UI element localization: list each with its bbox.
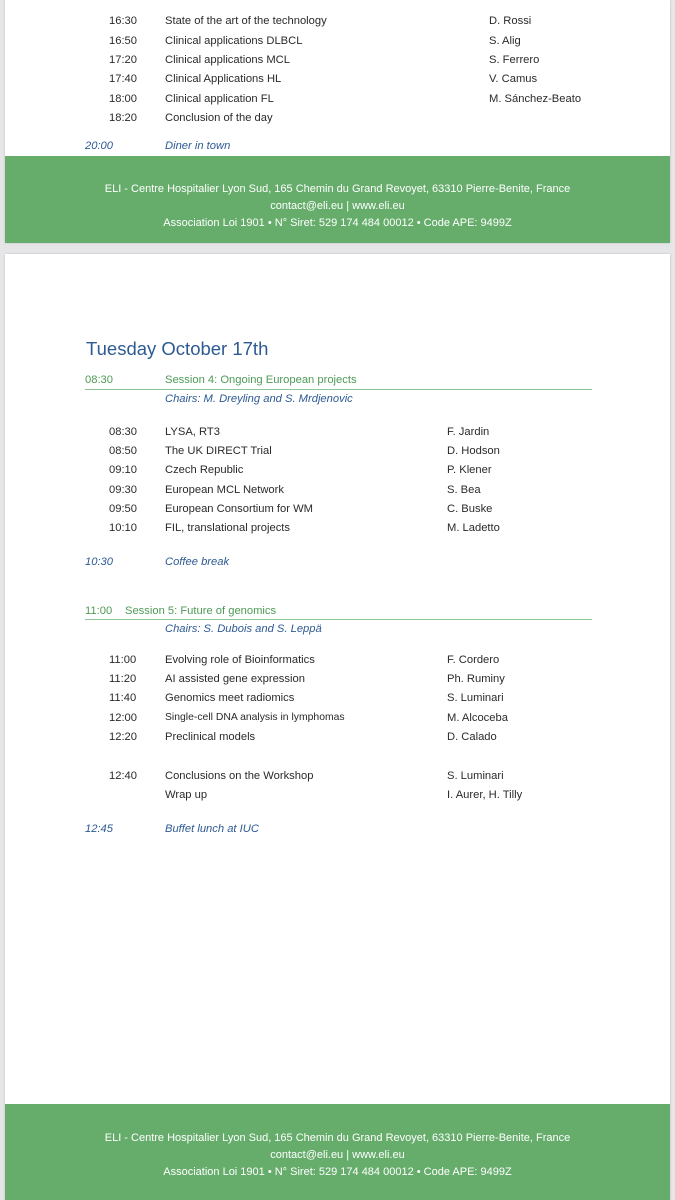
talk-title: European MCL Network: [165, 484, 284, 496]
session-time: 08:30: [85, 374, 113, 386]
footer-registration: Association Loi 1901 • N° Siret: 529 174 484 00012 • Code APE: 9499Z: [163, 1166, 512, 1178]
talk-title: LYSA, RT3: [165, 426, 220, 438]
page-footer: [5, 156, 670, 243]
session-title: Session 4: Ongoing European projects: [165, 374, 357, 386]
talk-title: Conclusions on the Workshop: [165, 770, 314, 782]
session-title: Session 5: Future of genomics: [125, 605, 277, 617]
talk-title: AI assisted gene expression: [165, 673, 305, 685]
talk-speaker: S. Bea: [447, 484, 481, 496]
talk-time: 08:50: [109, 445, 137, 457]
talk-time: 11:20: [109, 673, 137, 685]
talk-speaker: D. Rossi: [489, 15, 532, 27]
talk-time: 17:20: [109, 54, 137, 66]
session-divider: [85, 389, 592, 390]
talk-time: 18:00: [109, 93, 137, 105]
session-chairs: Chairs: S. Dubois and S. Leppä: [165, 623, 322, 635]
talk-time: 17:40: [109, 73, 137, 85]
talk-speaker: Ph. Ruminy: [447, 673, 505, 685]
session-chairs: Chairs: M. Dreyling and S. Mrdjenovic: [165, 393, 353, 405]
talk-speaker: F. Cordero: [447, 654, 500, 666]
footer-address: ELI - Centre Hospitalier Lyon Sud, 165 Chemin du Grand Revoyet, 63310 Pierre-Benite, France: [104, 1132, 571, 1144]
talk-speaker: C. Buske: [447, 503, 493, 515]
session-time: 11:00: [85, 605, 113, 617]
talk-time: 11:00: [109, 654, 137, 666]
talk-speaker: S. Luminari: [447, 770, 504, 782]
talk-title: Single-cell DNA analysis in lymphomas: [165, 712, 345, 723]
talk-speaker: V. Camus: [489, 73, 538, 85]
talk-speaker: S. Alig: [489, 35, 521, 47]
break-label: Coffee break: [165, 556, 230, 568]
talk-speaker: D. Calado: [447, 731, 497, 743]
dinner-label: Diner in town: [165, 140, 231, 152]
day-title: Tuesday October 17th: [86, 338, 269, 359]
dinner-time: 20:00: [85, 140, 113, 152]
talk-title: Evolving role of Bioinformatics: [165, 654, 315, 666]
session-divider: [85, 619, 592, 620]
talk-title: Preclinical models: [165, 731, 256, 743]
page-footer: [5, 1104, 670, 1200]
lunch-label: Buffet lunch at IUC: [165, 823, 259, 835]
talk-speaker: M. Sánchez-Beato: [489, 93, 582, 105]
talk-title: European Consortium for WM: [165, 503, 313, 515]
talk-speaker: P. Klener: [447, 464, 492, 476]
talk-time: 09:50: [109, 503, 137, 515]
talk-title: Clinical Applications HL: [165, 73, 282, 85]
footer-address: ELI - Centre Hospitalier Lyon Sud, 165 Chemin du Grand Revoyet, 63310 Pierre-Benite, France: [104, 183, 571, 195]
talk-title: The UK DIRECT Trial: [165, 445, 272, 457]
talk-title: Clinical applications DLBCL: [165, 35, 303, 47]
talk-speaker: S. Luminari: [447, 692, 504, 704]
talk-time: 10:10: [109, 522, 137, 534]
talk-time: 16:50: [109, 35, 137, 47]
talk-title: Wrap up: [165, 789, 208, 801]
footer-contact: contact@eli.eu | www.eli.eu: [270, 200, 405, 212]
talk-time: 12:00: [109, 712, 137, 724]
talk-time: 11:40: [109, 692, 137, 704]
footer-registration: Association Loi 1901 • N° Siret: 529 174 484 00012 • Code APE: 9499Z: [163, 217, 512, 229]
talk-title: Conclusion of the day: [165, 112, 273, 124]
talk-speaker: M. Alcoceba: [447, 712, 508, 724]
talk-time: 18:20: [109, 112, 137, 124]
talk-title: Genomics meet radiomics: [165, 692, 295, 704]
talk-speaker: F. Jardin: [447, 426, 490, 438]
talk-speaker: I. Aurer, H. Tilly: [447, 789, 523, 801]
talk-title: Clinical application FL: [165, 93, 274, 105]
talk-title: Clinical applications MCL: [165, 54, 290, 66]
document-page-1: [5, 0, 670, 243]
talk-title: FIL, translational projects: [165, 522, 290, 534]
lunch-time: 12:45: [85, 823, 113, 835]
document-page-2: [5, 254, 670, 1200]
footer-contact: contact@eli.eu | www.eli.eu: [270, 1149, 405, 1161]
talk-time: 16:30: [109, 15, 137, 27]
talk-time: 12:20: [109, 731, 137, 743]
talk-title: State of the art of the technology: [165, 15, 327, 27]
talk-title: Czech Republic: [165, 464, 244, 476]
talk-time: 09:30: [109, 484, 137, 496]
talk-time: 12:40: [109, 770, 137, 782]
talk-speaker: S. Ferrero: [489, 54, 540, 66]
talk-time: 08:30: [109, 426, 137, 438]
talk-time: 09:10: [109, 464, 137, 476]
talk-speaker: M. Ladetto: [447, 522, 500, 534]
talk-speaker: D. Hodson: [447, 445, 500, 457]
break-time: 10:30: [85, 556, 113, 568]
